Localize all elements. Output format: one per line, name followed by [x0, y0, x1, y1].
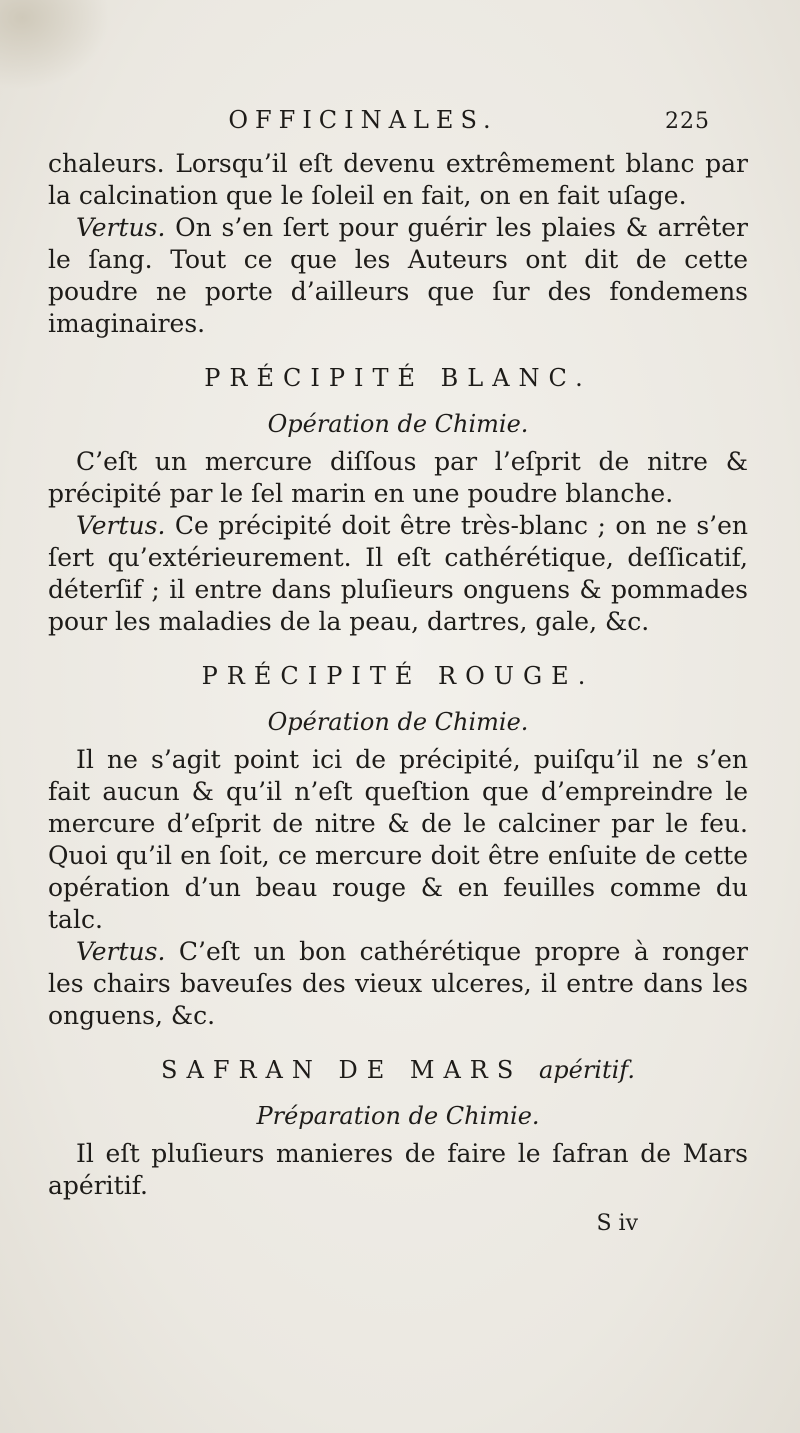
heading-suffix: apéritif.	[538, 1056, 635, 1084]
page-text-column	[48, 94, 748, 1236]
section-heading-safran-de-mars	[48, 1054, 748, 1086]
section-subheading: Opération de Chimie.	[267, 410, 529, 438]
paragraph-vertus-1	[48, 212, 748, 340]
vertus-label: Vertus.	[76, 511, 166, 540]
vertus-label: Vertus.	[76, 937, 166, 966]
paragraph-body: C’eſt un bon cathérétique propre à ronger les chairs baveuſes des vieux ulceres, il entre dans les onguens, &c.	[48, 937, 748, 1030]
running-title: OFFICINALES.	[228, 106, 498, 134]
section-heading-precipite-blanc: PRÉCIPITÉ BLANC.	[204, 364, 592, 392]
paragraph-precipite-blanc: C’eſt un mercure diſſous par l’eſprit de nitre & précipité par le ſel marin en une poudre blanche.	[48, 447, 748, 508]
section-subheading: Opération de Chimie.	[267, 708, 529, 736]
paragraph-body: Ce précipité doit être très-blanc ; on ne s’en ſert qu’extérieurement. Il eſt cathérétique, deſſicatif, déterſif ; il entre dans pluſieurs onguens & pommades pour les maladies de la peau, dartres, gale, &c.	[48, 511, 748, 636]
paragraph-vertus-3	[48, 936, 748, 1032]
paragraph-continued: chaleurs. Lorsqu’il eſt devenu extrêmement blanc par la calcination que le ſoleil en fait, on en fait uſage.	[48, 149, 748, 210]
section-subheading: Préparation de Chimie.	[256, 1102, 540, 1130]
paragraph-body: On s’en ſert pour guérir les plaies & arrêter le ſang. Tout ce que les Auteurs ont dit de cette poudre ne porte d’ailleurs que ſur des fondemens imaginaires.	[48, 213, 748, 338]
paragraph-precipite-rouge: Il ne s’agit point ici de précipité, puiſqu’il ne s’en fait aucun & qu’il n’eſt queſtion que d’empreindre le mercure d’eſprit de nitre & de le calciner par le feu. Quoi qu’il en ſoit, ce mercure doit être enſuite de cette opération d’un beau rouge & en feuilles comme du talc.	[48, 745, 748, 934]
page-number: 225	[665, 109, 710, 134]
vertus-label: Vertus.	[76, 213, 166, 242]
page-stain	[0, 0, 110, 90]
page-header	[48, 94, 748, 148]
section-heading-precipite-rouge: PRÉCIPITÉ ROUGE.	[201, 662, 595, 690]
page-footer	[48, 1202, 748, 1236]
signature-mark: S iv	[596, 1211, 638, 1236]
heading-main: SAFRAN DE MARS	[161, 1056, 523, 1084]
paragraph-safran: Il eſt pluſieurs manieres de faire le ſafran de Mars apéritif.	[48, 1139, 748, 1200]
paragraph-vertus-2	[48, 510, 748, 638]
